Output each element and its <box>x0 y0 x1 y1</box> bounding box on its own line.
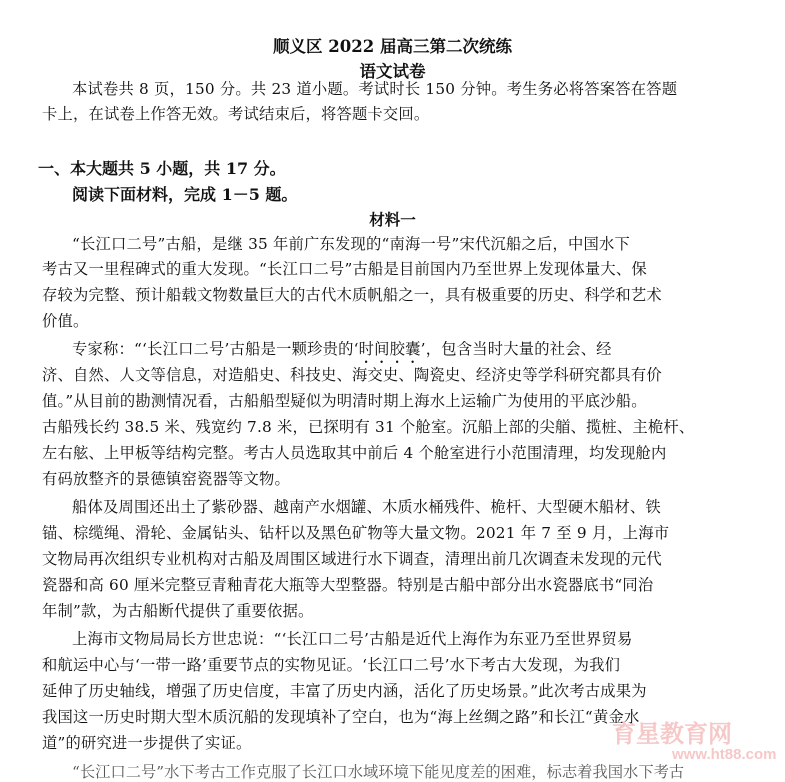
para4-line: 延伸了历史轴线，增强了历史信度，丰富了历史内涵，活化了历史场景。”此次考古成果为 <box>42 682 647 700</box>
instruction-line: 本试卷共 8 页，150 分。共 23 道小题。考试时长 150 分钟。考生务必将答案答在答题 <box>72 80 678 98</box>
material-title: 材料一 <box>369 210 416 229</box>
para3-line: 锚、棕缆绳、滑轮、金属钻头、钻杆以及黑色矿物等大量文物。2021 年 7 至 9 月，上海市 <box>42 524 670 542</box>
instruction-line: 卡上，在试卷上作答无效。考试结束后，将答题卡交回。 <box>42 105 430 123</box>
exam-subtitle: 语文试卷 <box>359 62 426 81</box>
para2-line <box>72 339 612 367</box>
watermark-url: www.ht88.com <box>672 746 777 763</box>
para2-line1-before: 专家称：“‘长江口二号’古船是一颗珍贵的‘ <box>72 340 359 358</box>
para2-line: 有码放整齐的景德镇窑瓷器等文物。 <box>42 470 290 488</box>
cutoff-line: “长江口二号”水下考古工作克服了长江口水域环境下能见度差的困难，标志着我国水下考古 <box>72 763 685 781</box>
para3-line: 年制”款，为古船断代提供了重要依据。 <box>42 602 314 620</box>
para1-line: 考古又一里程碑式的重大发现。“长江口二号”古船是目前国内乃至世界上发现体量大、保 <box>42 260 647 278</box>
para4-line: 我国这一历史时期大型木质沉船的发现填补了空白，也为“海上丝绸之路”和长江“黄金水 <box>42 708 640 726</box>
exam-title: 顺义区 2022 届高三第二次统练 <box>273 37 512 56</box>
section-prompt: 阅读下面材料，完成 1－5 题。 <box>72 185 298 204</box>
section-heading: 一、本大题共 5 小题，共 17 分。 <box>38 159 286 178</box>
para3-line: 船体及周围还出土了紫砂器、越南产水烟罐、木质水桶残件、桅杆、大型硬木船材、铁 <box>72 498 661 516</box>
para3-line: 瓷器和高 60 厘米完整豆青釉青花大瓶等大型整器。特别是古船中部分出水瓷器底书“同治 <box>42 576 654 594</box>
para4-line: 和航运中心与‘一带一路’重要节点的实物见证。‘长江口二号’水下考古大发现，为我们 <box>42 656 621 674</box>
para4-line: 上海市文物局局长方世忠说：“‘长江口二号’古船是近代上海作为东亚乃至世界贸易 <box>72 630 633 648</box>
para4-line: 道”的研究进一步提供了实证。 <box>42 734 252 752</box>
emphasized-phrase: 时间胶囊 <box>358 340 421 358</box>
para2-line: 济、自然、人文等信息，对造船史、科技史、海交史、陶瓷史、经济史等学科研究都具有价 <box>42 366 662 384</box>
para1-line: 存较为完整、预计船载文物数量巨大的古代木质帆船之一，具有极重要的历史、科学和艺术 <box>42 286 662 304</box>
para2-line: 古船残长约 38.5 米、残宽约 7.8 米，已探明有 31 个舱室。沉船上部的尖艏、揽桩、主桅杆、 <box>42 418 695 436</box>
para3-line: 文物局再次组织专业机构对古船及周围区域进行水下调查，清理出前几次调查未发现的元代 <box>42 550 662 568</box>
para1-line: “长江口二号”古船，是继 35 年前广东发现的“南海一号”宋代沉船之后，中国水下 <box>72 235 630 253</box>
para2-line1-after: ’，包含当时大量的社会、经 <box>420 340 612 358</box>
para2-line: 值。”从目前的勘测情况看，古船船型疑似为明清时期上海水上运输广为使用的平底沙船。 <box>42 392 647 410</box>
para1-line: 价值。 <box>42 312 89 330</box>
watermark-logo: 育星教育网 <box>612 720 732 748</box>
para2-line: 左右舷、上甲板等结构完整。考古人员选取其中前后 4 个舱室进行小范围清理，均发现舱内 <box>42 444 667 462</box>
